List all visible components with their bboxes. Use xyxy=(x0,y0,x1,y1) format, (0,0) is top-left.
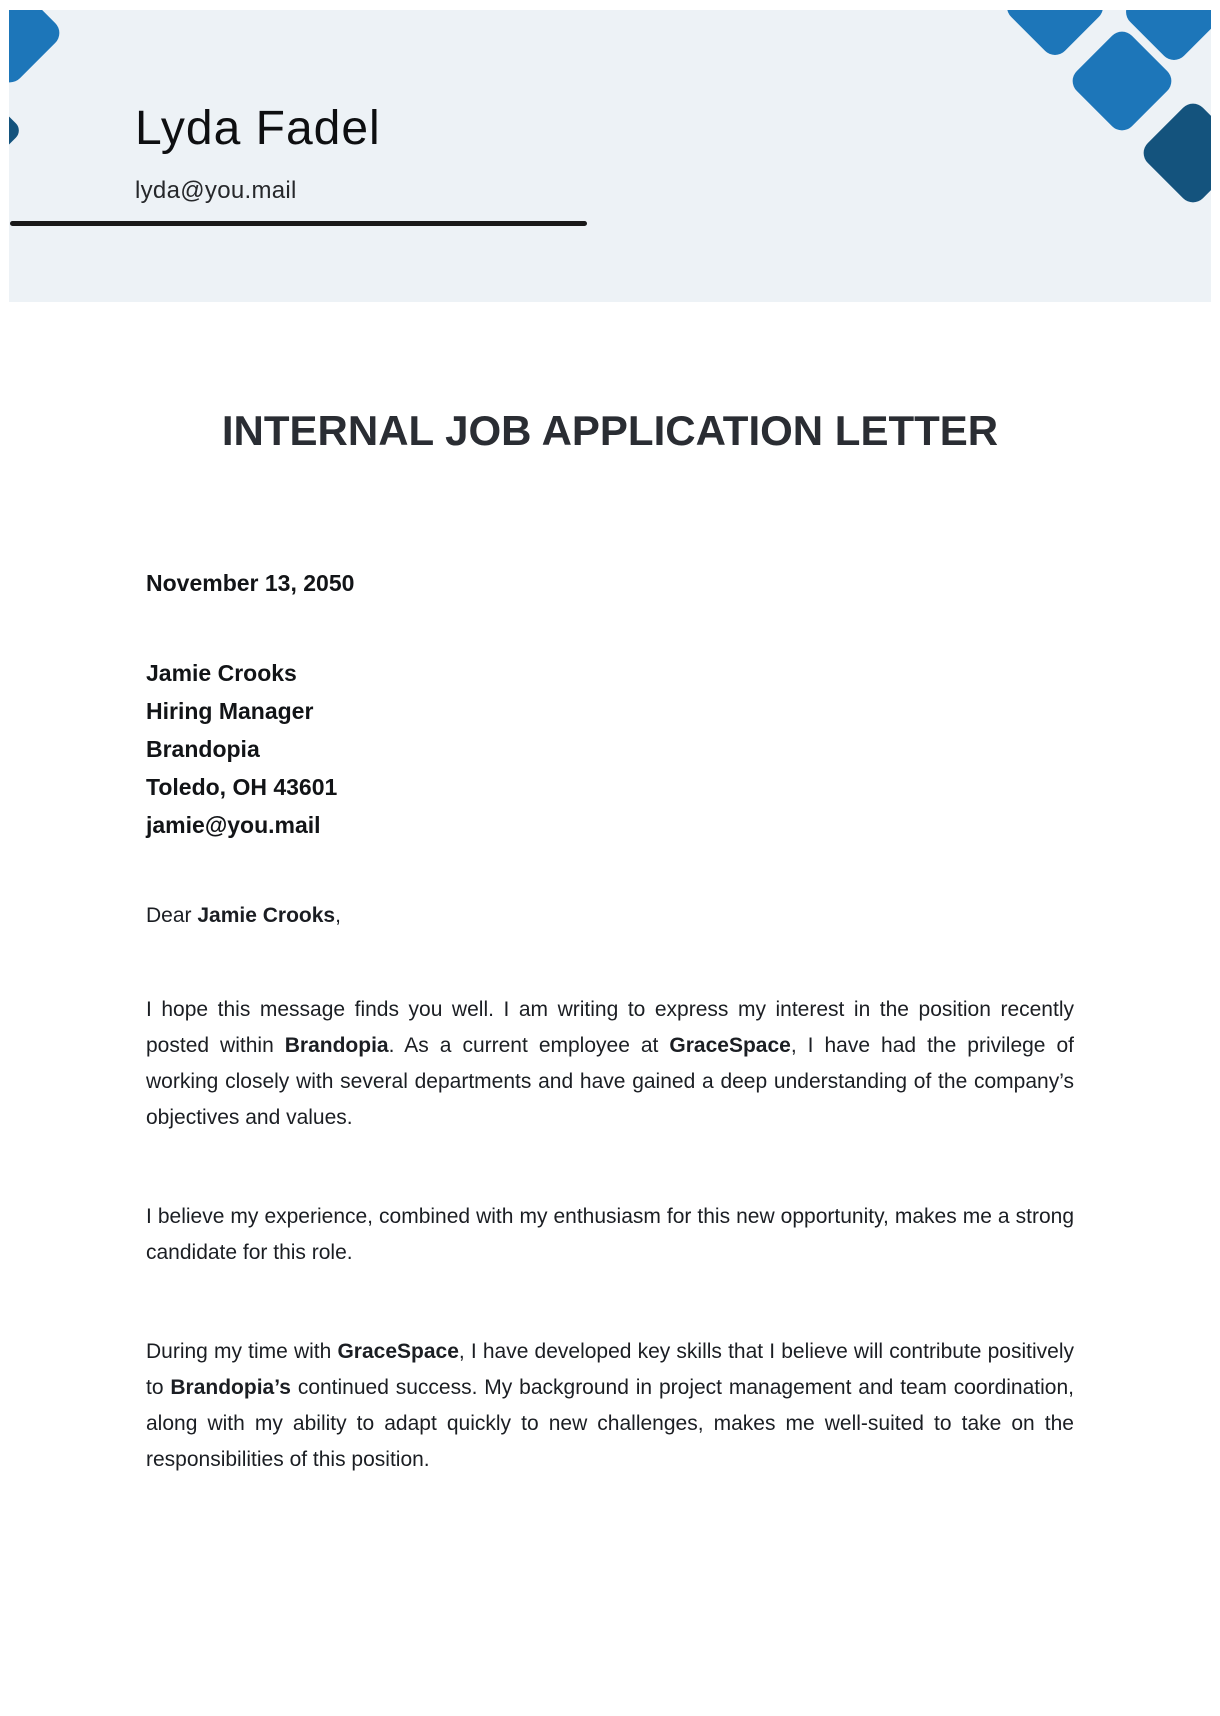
body-text: , I have developed key skills that I believe will contribute positively to xyxy=(146,1340,1074,1399)
diamond-decoration-icon xyxy=(9,93,23,168)
body-text: . As a current employee at xyxy=(388,1034,670,1057)
body-text: continued success. My background in project management and team coordination, along with my ability to adapt quickly to new challenges, makes me well-suited to take on the responsibilities of this position. xyxy=(146,1376,1074,1471)
sender-email: lyda@you.mail xyxy=(135,177,297,204)
header-divider xyxy=(10,221,587,226)
body-text: I hope this message finds you well. I am writing to express my interest in the position recently posted within xyxy=(146,998,1074,1057)
diamond-decoration-icon xyxy=(9,10,65,88)
letter-date: November 13, 2050 xyxy=(146,570,355,596)
recipient-block xyxy=(146,654,1074,844)
body-text: I believe my experience, combined with my enthusiasm for this new opportunity, makes me a strong candidate for this role. xyxy=(146,1205,1074,1264)
body-text: During my time with xyxy=(146,1340,338,1363)
salutation-line xyxy=(146,898,1074,934)
emphasized-text: GraceSpace xyxy=(669,1034,791,1057)
emphasized-text: Brandopia’s xyxy=(170,1376,291,1399)
letter-header xyxy=(9,10,1211,302)
diamond-decoration-icon xyxy=(1138,98,1211,208)
recipient-line: jamie@you.mail xyxy=(146,812,321,838)
emphasized-text: GraceSpace xyxy=(337,1340,459,1363)
body-text: , I have had the privilege of working closely with several departments and have gained a deep understanding of the company’s objectives and values. xyxy=(146,1034,1074,1129)
letter-paragraph xyxy=(146,1199,1074,1271)
recipient-line: Toledo, OH 43601 xyxy=(146,774,338,800)
body-text: Dear xyxy=(146,904,198,927)
letter-body xyxy=(0,302,1220,1478)
sender-name: Lyda Fadel xyxy=(135,102,381,155)
recipient-line: Hiring Manager xyxy=(146,698,314,724)
emphasized-text: Jamie Crooks xyxy=(197,904,336,927)
recipient-line: Brandopia xyxy=(146,736,260,762)
letter-paragraph xyxy=(146,992,1074,1136)
body-text: , xyxy=(335,904,341,927)
letter-paragraphs xyxy=(146,992,1074,1478)
letter-paragraph xyxy=(146,1334,1074,1478)
emphasized-text: Brandopia xyxy=(284,1034,389,1057)
diamond-decoration-icon xyxy=(1001,10,1108,61)
recipient-line: Jamie Crooks xyxy=(146,660,297,686)
letter-title: INTERNAL JOB APPLICATION LETTER xyxy=(221,407,999,454)
